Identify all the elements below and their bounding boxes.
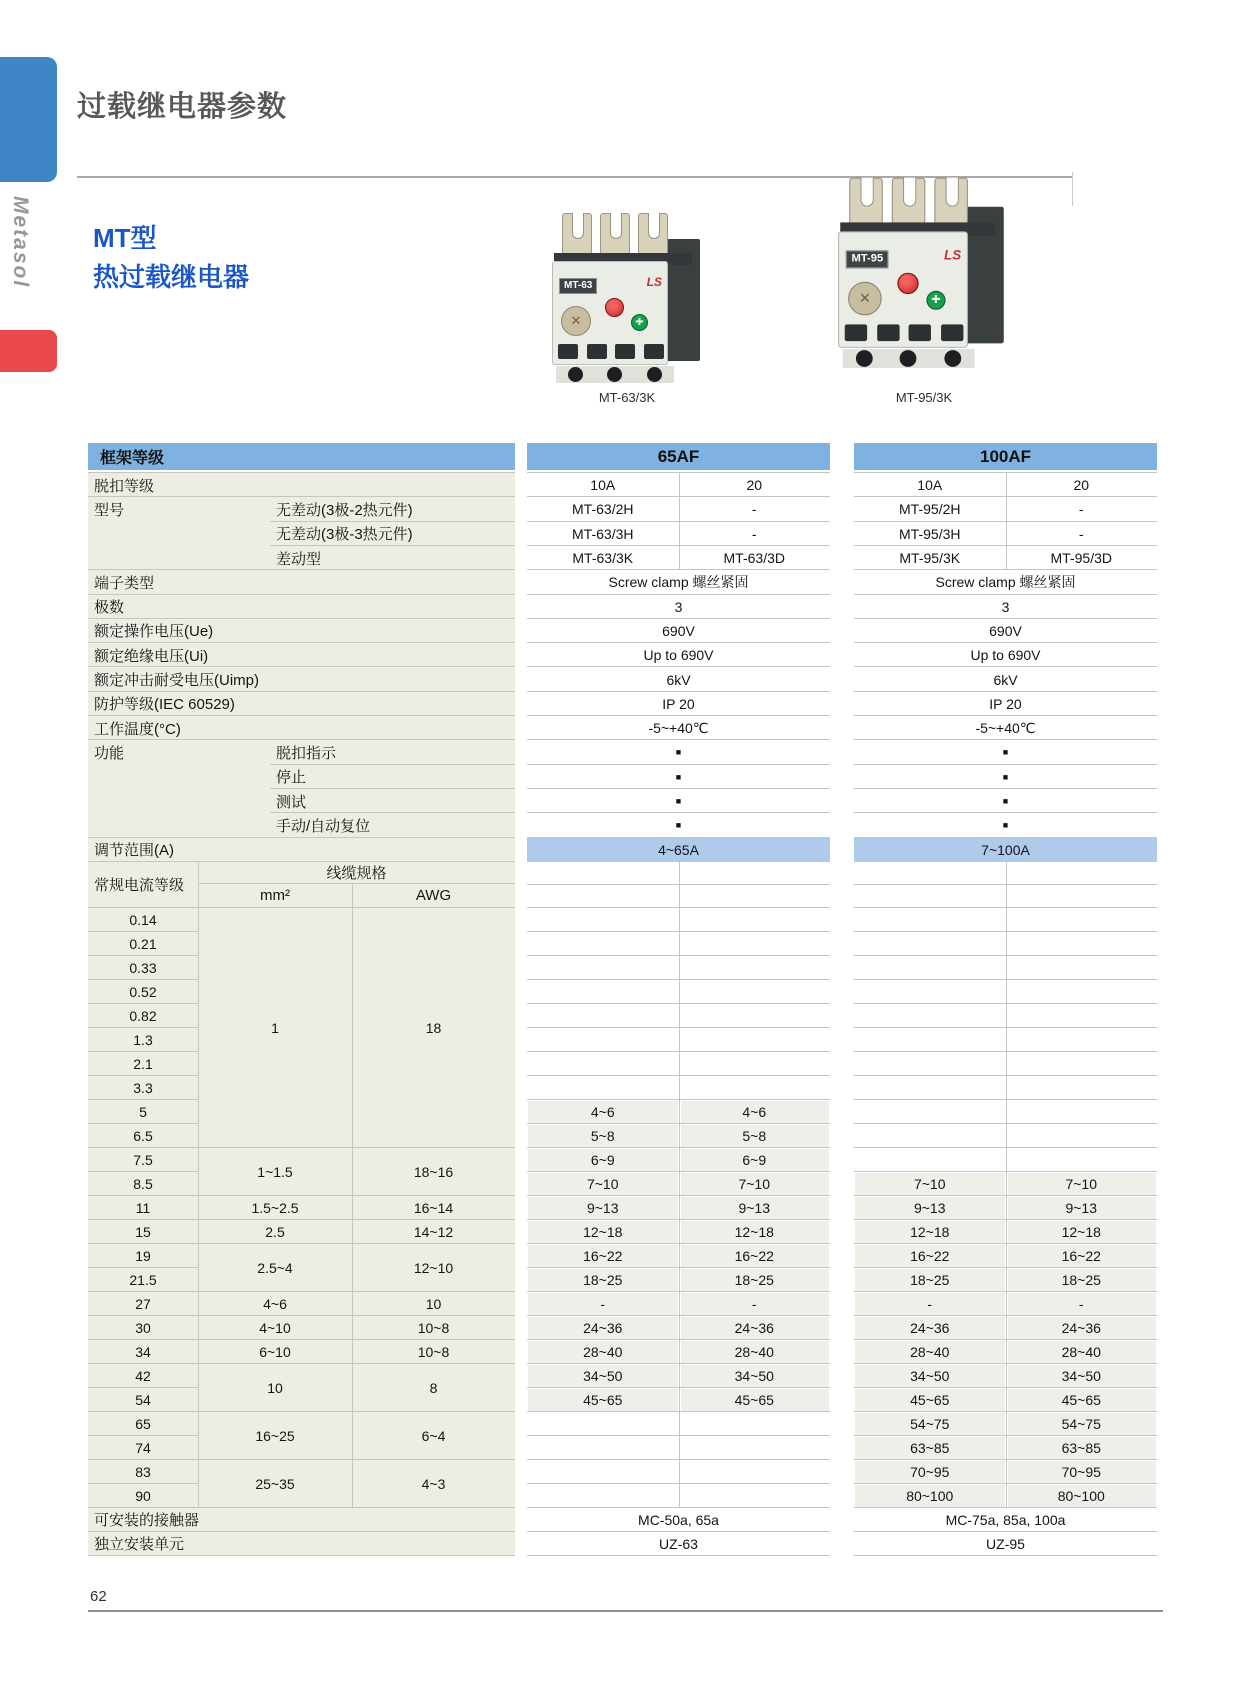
- spec-row-label: 防护等级(IEC 60529): [94, 696, 235, 714]
- current-rating-cell: 5: [139, 1103, 147, 1120]
- cable-spec-mm2-cell: 1.5~2.5: [251, 1199, 299, 1216]
- relay-terminal-screws: [845, 324, 964, 341]
- spec-row-label: 极数: [94, 599, 125, 617]
- setting-cell: 16~22: [1061, 1247, 1101, 1264]
- data-cell: -: [1078, 525, 1084, 542]
- relay-bottom-terminals: [842, 349, 974, 368]
- section-title-line1: MT型: [93, 223, 157, 253]
- setting-cell: 5~8: [742, 1127, 767, 1144]
- current-rating-cell: 6.5: [133, 1127, 153, 1144]
- grid-line: [527, 931, 830, 932]
- relay-terminal-fork-icon: [934, 178, 968, 225]
- relay-photo-mt95: [838, 178, 1006, 368]
- current-rating-cell: 21.5: [129, 1271, 157, 1288]
- current-rating-cell: 65: [135, 1415, 151, 1432]
- setting-cell: 63~85: [1061, 1439, 1101, 1456]
- data-cell-span: 3: [674, 598, 683, 615]
- setting-cell: 12~18: [734, 1223, 774, 1240]
- current-rating-cell: 30: [135, 1319, 151, 1336]
- grid-line: [527, 1555, 830, 1556]
- frame-header: 100AF: [854, 443, 1157, 470]
- current-rating-cell: 11: [135, 1199, 151, 1216]
- relay-terminal-fork-icon: [892, 178, 926, 225]
- data-cell-span: Screw clamp 螺丝紧固: [935, 574, 1076, 591]
- setting-cell: 24~36: [1061, 1319, 1101, 1336]
- cable-spec-awg-cell: 18~16: [413, 1163, 454, 1180]
- setting-cell: 45~65: [734, 1391, 774, 1408]
- data-cell: MT-63/2H: [572, 501, 634, 518]
- grid-line: [527, 1075, 830, 1076]
- spec-row-sublabel: 手动/自动复位: [276, 817, 371, 835]
- setting-cell: 18~25: [583, 1271, 623, 1288]
- spec-row-label: 额定绝缘电压(Ui): [94, 647, 209, 665]
- current-rating-cell: 2.1: [133, 1055, 153, 1072]
- independent-unit-cell: UZ-63: [659, 1535, 698, 1552]
- data-cell-span: 690V: [989, 622, 1022, 639]
- relay-model-plate: MT-95: [846, 250, 889, 268]
- bottom-row-label: 独立安装单元: [94, 1536, 185, 1554]
- spec-row-sublabel: 脱扣指示: [276, 744, 337, 762]
- spec-row-label: 功能: [94, 744, 125, 762]
- spec-row-sublabel: 停止: [276, 769, 307, 787]
- current-rating-cell: 34: [135, 1343, 151, 1360]
- current-rating-cell: 83: [135, 1463, 151, 1480]
- setting-cell: 63~85: [910, 1439, 950, 1456]
- setting-cell: -: [751, 1295, 757, 1312]
- current-rating-cell: 0.82: [129, 1007, 157, 1024]
- independent-unit-cell: UZ-95: [986, 1535, 1025, 1552]
- trip-class-divider: [679, 473, 680, 570]
- relay-green-screw-icon: ✚: [631, 314, 648, 331]
- data-cell-span: ■: [675, 747, 682, 758]
- current-rating-cell: 0.21: [129, 935, 157, 952]
- current-rating-cell: 0.14: [129, 911, 157, 928]
- current-rating-cell: 54: [135, 1391, 151, 1408]
- frame-header: 65AF: [527, 443, 830, 470]
- ls-logo: LS: [944, 247, 962, 263]
- grid-line: [854, 1051, 1157, 1052]
- data-cell: -: [751, 501, 757, 518]
- cable-spec-mm2-cell: 2.5~4: [257, 1259, 293, 1276]
- relay-caption-mt95: MT-95/3K: [895, 390, 953, 405]
- cable-spec-awg-cell: 4~3: [421, 1475, 446, 1492]
- setting-cell: 45~65: [583, 1391, 623, 1408]
- spec-row-label: 额定冲击耐受电压(Uimp): [94, 672, 259, 690]
- setting-cell: -: [1078, 1295, 1084, 1312]
- contactor-cell: MC-75a, 85a, 100a: [945, 1511, 1066, 1528]
- cable-spec-awg-cell: 12~10: [413, 1259, 454, 1276]
- adjust-range-cell: 7~100A: [981, 841, 1030, 858]
- cable-spec-awg-cell: 16~14: [413, 1199, 454, 1216]
- relay-front-panel: [838, 231, 968, 347]
- setting-cell: -: [927, 1295, 933, 1312]
- setting-cell: 28~40: [734, 1343, 774, 1360]
- data-cell: MT-95/3H: [899, 525, 961, 542]
- data-cell: 10A: [917, 477, 943, 494]
- grid-line: [854, 1555, 1157, 1556]
- grid-line: [527, 979, 830, 980]
- data-cell-span: ■: [675, 820, 682, 831]
- cable-spec-mm2-cell: 6~10: [259, 1343, 291, 1360]
- setting-cell: 16~22: [734, 1247, 774, 1264]
- setting-cell: 24~36: [910, 1319, 950, 1336]
- cable-spec-mm2-cell: 1: [271, 1019, 279, 1036]
- spec-row-label: 脱扣等级: [94, 477, 155, 495]
- cable-spec-mm2-cell: 2.5: [265, 1223, 285, 1240]
- grid-line: [527, 1459, 830, 1460]
- setting-cell: 34~50: [734, 1367, 774, 1384]
- data-cell-span: ■: [1002, 771, 1009, 782]
- spec-row-label: 端子类型: [94, 574, 155, 592]
- data-cell: MT-95/3K: [899, 550, 961, 567]
- data-cell-span: IP 20: [662, 695, 695, 712]
- cable-col-header: 常规电流等级: [94, 877, 185, 895]
- relay-model-plate: MT-63: [559, 278, 597, 294]
- data-cell: -: [751, 525, 757, 542]
- grid-line: [854, 1027, 1157, 1028]
- spec-row-label: 型号: [94, 501, 125, 519]
- grid-line: [854, 1123, 1157, 1124]
- relay-photo-mt63: [552, 213, 702, 383]
- setting-cell: 34~50: [583, 1367, 623, 1384]
- setting-cell: 18~25: [1061, 1271, 1101, 1288]
- trip-class-divider: [1006, 473, 1007, 570]
- data-cell: 10A: [590, 477, 616, 494]
- setting-cell: 70~95: [910, 1463, 950, 1480]
- current-rating-cell: 27: [135, 1295, 151, 1312]
- grid-line: [527, 1051, 830, 1052]
- relay-caption-mt63: MT-63/3K: [598, 390, 656, 405]
- data-cell-span: ■: [1002, 747, 1009, 758]
- grid-line: [854, 931, 1157, 932]
- relay-terminal-screws: [558, 344, 664, 359]
- data-cell-span: 3: [1001, 598, 1010, 615]
- spec-row-label: 额定操作电压(Ue): [94, 623, 214, 641]
- relay-red-button-icon: [897, 273, 918, 294]
- current-rating-cell: 15: [135, 1223, 151, 1240]
- setting-cell: 24~36: [583, 1319, 623, 1336]
- data-cell: MT-63/3D: [723, 550, 785, 567]
- grid-line: [88, 1555, 515, 1556]
- grid-line: [854, 1147, 1157, 1148]
- cable-spec-awg-cell: 10: [425, 1295, 442, 1312]
- current-rating-cell: 1.3: [133, 1031, 153, 1048]
- setting-cell: 80~100: [1057, 1487, 1105, 1504]
- grid-line: [527, 1411, 830, 1412]
- setting-cell: 7~10: [1065, 1175, 1098, 1192]
- setting-cell: 4~6: [742, 1103, 767, 1120]
- data-cell: 20: [746, 477, 763, 494]
- spec-row-sublabel: 差动型: [276, 550, 322, 568]
- setting-cell: 28~40: [583, 1343, 623, 1360]
- cable-spec-mm2-cell: 16~25: [255, 1427, 295, 1444]
- current-rating-cell: 0.33: [129, 959, 157, 976]
- grid-line: [527, 1027, 830, 1028]
- setting-cell: 28~40: [910, 1343, 950, 1360]
- grid-line: [854, 979, 1157, 980]
- setting-cell: 70~95: [1061, 1463, 1101, 1480]
- data-cell-span: 6kV: [993, 671, 1018, 688]
- setting-cell: 28~40: [1061, 1343, 1101, 1360]
- adjust-range-cell: 4~65A: [658, 841, 699, 858]
- spec-row-sublabel: 测试: [276, 793, 307, 811]
- setting-cell: 16~22: [583, 1247, 623, 1264]
- cable-group-header: 线缆规格: [326, 865, 387, 883]
- data-cell-span: Up to 690V: [970, 647, 1041, 664]
- setting-cell: 6~9: [590, 1151, 615, 1168]
- data-cell: MT-63/3K: [572, 550, 634, 567]
- data-cell-span: ■: [1002, 820, 1009, 831]
- data-cell-span: Screw clamp 螺丝紧固: [608, 574, 749, 591]
- cable-spec-mm2-cell: 1~1.5: [257, 1163, 293, 1180]
- setting-cell: 9~13: [913, 1199, 946, 1216]
- setting-cell: 9~13: [586, 1199, 619, 1216]
- setting-cell: 18~25: [734, 1271, 774, 1288]
- cable-spec-mm2-cell: 4~10: [259, 1319, 291, 1336]
- relay-green-screw-icon: ✚: [926, 291, 945, 310]
- setting-cell: -: [600, 1295, 606, 1312]
- cable-spec-mm2-cell: 4~6: [263, 1295, 287, 1312]
- grid-line: [854, 955, 1157, 956]
- setting-cell: 12~18: [583, 1223, 623, 1240]
- setting-cell: 45~65: [910, 1391, 950, 1408]
- setting-cell: 18~25: [910, 1271, 950, 1288]
- blue-corner-block: [0, 57, 57, 182]
- cable-sub-header-mm2: mm²: [260, 887, 290, 905]
- spec-row-label: 调节范围(A): [94, 842, 174, 860]
- current-rating-cell: 90: [135, 1487, 151, 1504]
- setting-cell: 24~36: [734, 1319, 774, 1336]
- data-cell-span: Up to 690V: [643, 647, 714, 664]
- grid-line: [854, 1003, 1157, 1004]
- grid-line: [527, 1435, 830, 1436]
- setting-cell: 54~75: [1061, 1415, 1101, 1432]
- setting-cell: 54~75: [910, 1415, 950, 1432]
- setting-cell: 45~65: [1061, 1391, 1101, 1408]
- brand-metasol-label: Metasol: [9, 196, 32, 289]
- setting-cell: 12~18: [1061, 1223, 1101, 1240]
- current-rating-cell: 19: [135, 1247, 151, 1264]
- footer-rule: [88, 1610, 1163, 1612]
- data-cell: -: [1078, 501, 1084, 518]
- data-cell: MT-63/3H: [572, 525, 634, 542]
- spec-row-sublabel: 无差动(3极-3热元件): [276, 526, 413, 544]
- grid-line: [527, 1003, 830, 1004]
- setting-cell: 34~50: [910, 1367, 950, 1384]
- data-cell: MT-95/2H: [899, 501, 961, 518]
- relay-red-button-icon: [605, 298, 624, 317]
- setting-cell: 7~10: [913, 1175, 946, 1192]
- bottom-row-label: 可安装的接触器: [94, 1512, 200, 1530]
- grid-line: [527, 955, 830, 956]
- relay-terminal-fork-icon: [849, 178, 883, 225]
- grid-line: [854, 1075, 1157, 1076]
- data-cell-span: -5~+40℃: [975, 719, 1036, 736]
- relay-terminal-fork-icon: [562, 213, 592, 255]
- current-rating-cell: 0.52: [129, 983, 157, 1000]
- page-number: 62: [90, 1588, 107, 1605]
- current-rating-cell: 74: [135, 1439, 151, 1456]
- data-cell-span: IP 20: [989, 695, 1022, 712]
- cable-spec-awg-cell: 10~8: [417, 1319, 450, 1336]
- page-title: 过载继电器参数: [77, 91, 288, 123]
- current-rating-cell: 8.5: [133, 1175, 153, 1192]
- cable-spec-awg-cell: 18: [425, 1019, 442, 1036]
- setting-cell: 6~9: [742, 1151, 767, 1168]
- setting-cell: 9~13: [738, 1199, 771, 1216]
- cable-spec-awg-cell: 6~4: [421, 1427, 446, 1444]
- setting-cell: 12~18: [910, 1223, 950, 1240]
- cable-spec-awg-cell: 8: [429, 1379, 438, 1396]
- contactor-cell: MC-50a, 65a: [638, 1511, 719, 1528]
- ls-logo: LS: [646, 275, 662, 289]
- frame-grade-header: 框架等级: [88, 443, 515, 470]
- setting-cell: 5~8: [590, 1127, 615, 1144]
- current-rating-cell: 42: [135, 1367, 151, 1384]
- setting-cell: 7~10: [738, 1175, 771, 1192]
- red-corner-block: [0, 330, 57, 372]
- relay-terminal-fork-icon: [600, 213, 630, 255]
- spec-row-sublabel: 无差动(3极-2热元件): [276, 501, 413, 519]
- setting-cell: 80~100: [906, 1487, 954, 1504]
- spec-row-label: 工作温度(°C): [94, 720, 181, 738]
- current-rating-cell: 3.3: [133, 1079, 153, 1096]
- grid-line: [854, 1099, 1157, 1100]
- grid-line: [198, 883, 515, 884]
- setting-cell: 4~6: [590, 1103, 615, 1120]
- data-cell-span: ■: [1002, 796, 1009, 807]
- current-rating-cell: 7.5: [133, 1151, 153, 1168]
- relay-terminal-fork-icon: [638, 213, 668, 255]
- setting-cell: 34~50: [1061, 1367, 1101, 1384]
- setting-cell: 7~10: [586, 1175, 619, 1192]
- right-edge-tick: [1072, 172, 1073, 206]
- data-cell-span: 690V: [662, 622, 695, 639]
- data-cell-span: -5~+40℃: [648, 719, 709, 736]
- grid-line: [527, 1483, 830, 1484]
- setting-cell: 16~22: [910, 1247, 950, 1264]
- cable-spec-awg-cell: 14~12: [413, 1223, 454, 1240]
- relay-adjust-dial-icon: ✕: [561, 306, 591, 336]
- section-title-line2: 热过载继电器: [93, 262, 250, 292]
- data-cell: MT-95/3D: [1050, 550, 1112, 567]
- cable-spec-mm2-cell: 25~35: [255, 1475, 295, 1492]
- cable-sub-header-awg: AWG: [415, 887, 452, 905]
- data-cell-span: ■: [675, 796, 682, 807]
- cable-spec-mm2-cell: 10: [267, 1379, 283, 1396]
- relay-bottom-terminals: [556, 366, 674, 383]
- cable-spec-awg-cell: 10~8: [417, 1343, 450, 1360]
- relay-adjust-dial-icon: ✕: [848, 282, 882, 316]
- relay-front-panel: [552, 261, 668, 365]
- data-cell: 20: [1073, 477, 1090, 494]
- section-title: [93, 219, 249, 297]
- setting-cell: 9~13: [1065, 1199, 1098, 1216]
- data-cell-span: ■: [675, 771, 682, 782]
- data-cell-span: 6kV: [666, 671, 691, 688]
